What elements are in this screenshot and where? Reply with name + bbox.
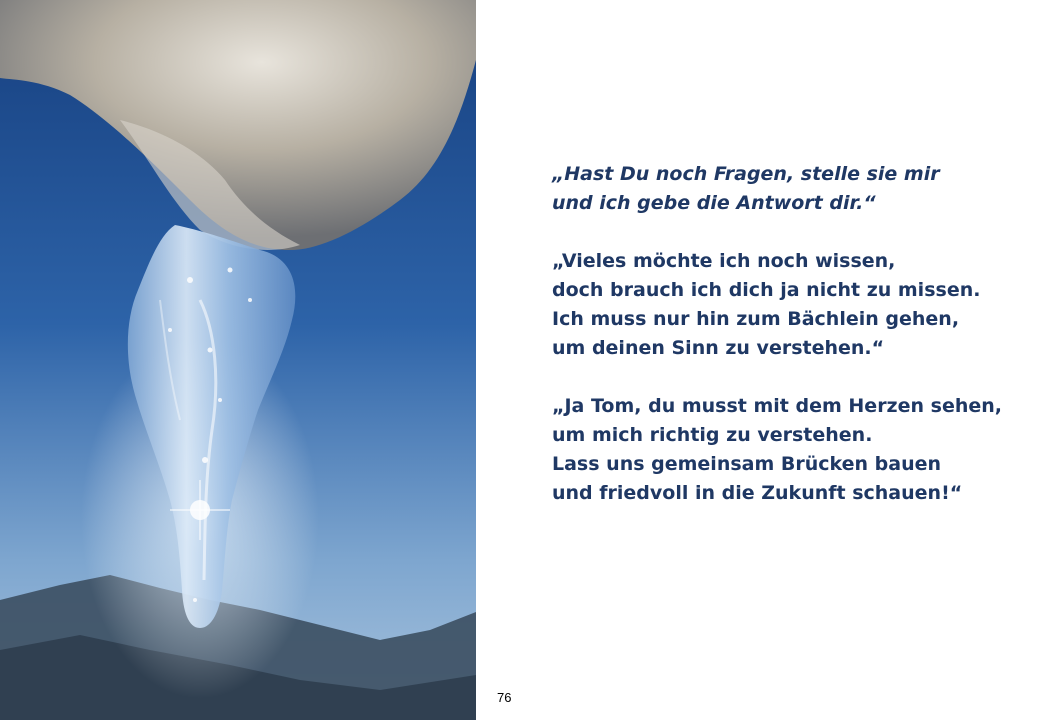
stanza-1 — [552, 160, 1012, 218]
stanza-line: doch brauch ich dich ja nicht zu missen. — [552, 279, 981, 301]
stanza-line: „Hast Du noch Fragen, stelle sie mir — [552, 163, 940, 185]
stanza-line: um mich richtig zu verstehen. — [552, 424, 873, 446]
stanza-2 — [552, 247, 1012, 363]
stanza-3 — [552, 392, 1012, 508]
stanza-line: und friedvoll in die Zukunft schauen!“ — [552, 482, 963, 504]
stanza-line: „Vieles möchte ich noch wissen, — [552, 250, 896, 272]
stanza-line: Lass uns gemeinsam Brücken bauen — [552, 453, 942, 475]
stanza-line: um deinen Sinn zu verstehen.“ — [552, 337, 885, 359]
icicle-photo — [0, 0, 476, 720]
stanza-line: und ich gebe die Antwort dir.“ — [552, 192, 876, 214]
page-number: 76 — [497, 690, 512, 705]
stanza-line: Ich muss nur hin zum Bächlein gehen, — [552, 308, 960, 330]
poem — [552, 160, 1012, 508]
stanza-line: „Ja Tom, du musst mit dem Herzen sehen, — [552, 395, 1002, 417]
